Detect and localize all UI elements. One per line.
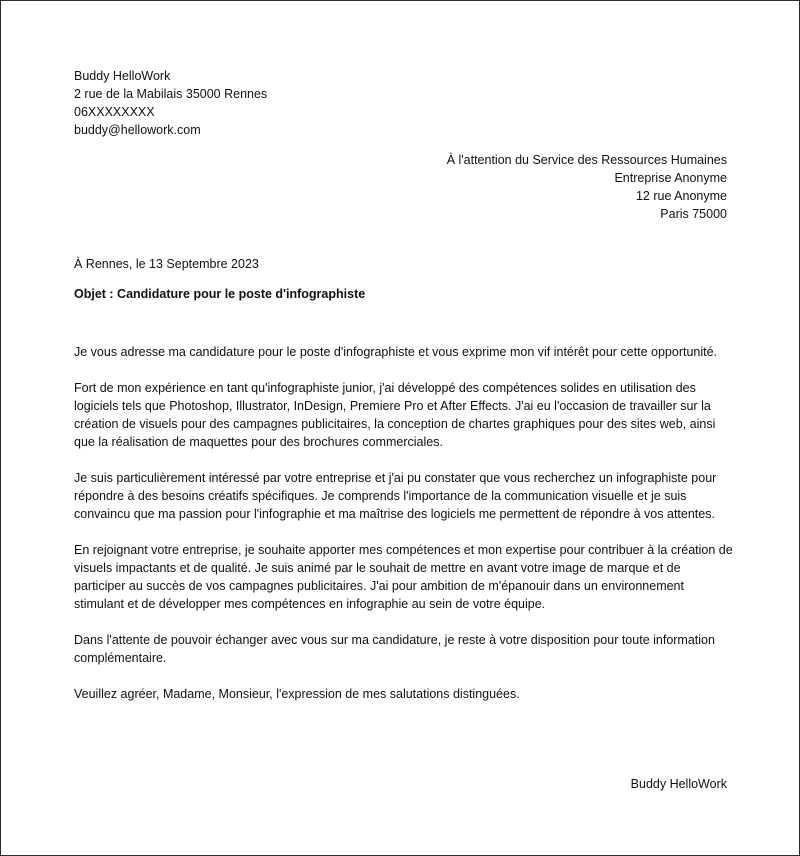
recipient-attention: À l'attention du Service des Ressources Humaines [446,153,727,167]
paragraph-contribution: En rejoignant votre entreprise, je souhaite apporter mes compétences et mon expertise pour contribuer à la création de visuels impactants et de qualité. Je suis animé par le souhait de mettre en avant votre image de marque et de participer au succès de vos campagnes publicitaires. J'ai pour ambition de m'épanouir dans un environnement stimulant et de développer mes compétences en infographie au sein de votre équipe. [74,543,733,611]
letter-body [74,343,734,721]
sender-address: 2 rue de la Mabilais 35000 Rennes [74,87,268,101]
sender-name: Buddy HelloWork [74,69,171,83]
sender-email: buddy@hellowork.com [74,123,201,137]
recipient-company: Entreprise Anonyme [614,171,727,185]
recipient-street: 12 rue Anonyme [635,189,727,203]
paragraph-experience: Fort de mon expérience en tant qu'infographiste junior, j'ai développé des compétences solides en utilisation des logiciels tels que Photoshop, Illustrator, InDesign, Premiere Pro et After Effects. J'ai eu l'occasion de travailler sur la création de visuels pour des campagnes publicitaires, la conception de chartes graphiques pour des sites web, ainsi que la réalisation de maquettes pour des brochures commerciales. [74,381,716,449]
subject-line: Objet : Candidature pour le poste d'infographiste [74,287,366,301]
date-line: À Rennes, le 13 Septembre 2023 [74,257,259,271]
sender-block [74,67,267,139]
sender-phone: 06XXXXXXXX [74,105,155,119]
signature: Buddy HelloWork [630,777,727,791]
paragraph-intro: Je vous adresse ma candidature pour le poste d'infographiste et vous exprime mon vif intérêt pour cette opportunité. [74,345,718,359]
paragraph-salutation: Veuillez agréer, Madame, Monsieur, l'expression de mes salutations distinguées. [74,687,520,701]
paragraph-closing: Dans l'attente de pouvoir échanger avec vous sur ma candidature, je reste à votre disposition pour toute information complémentaire. [74,633,715,665]
paragraph-motivation: Je suis particulièrement intéressé par votre entreprise et j'ai pu constater que vous recherchez un infographiste pour répondre à des besoins créatifs spécifiques. Je comprends l'importance de la communication visuelle et je suis convaincu que ma passion pour l'infographie et ma maîtrise des logiciels me permettent de répondre à vos attentes. [74,471,717,521]
recipient-city: Paris 75000 [660,207,727,221]
recipient-block [447,151,727,223]
